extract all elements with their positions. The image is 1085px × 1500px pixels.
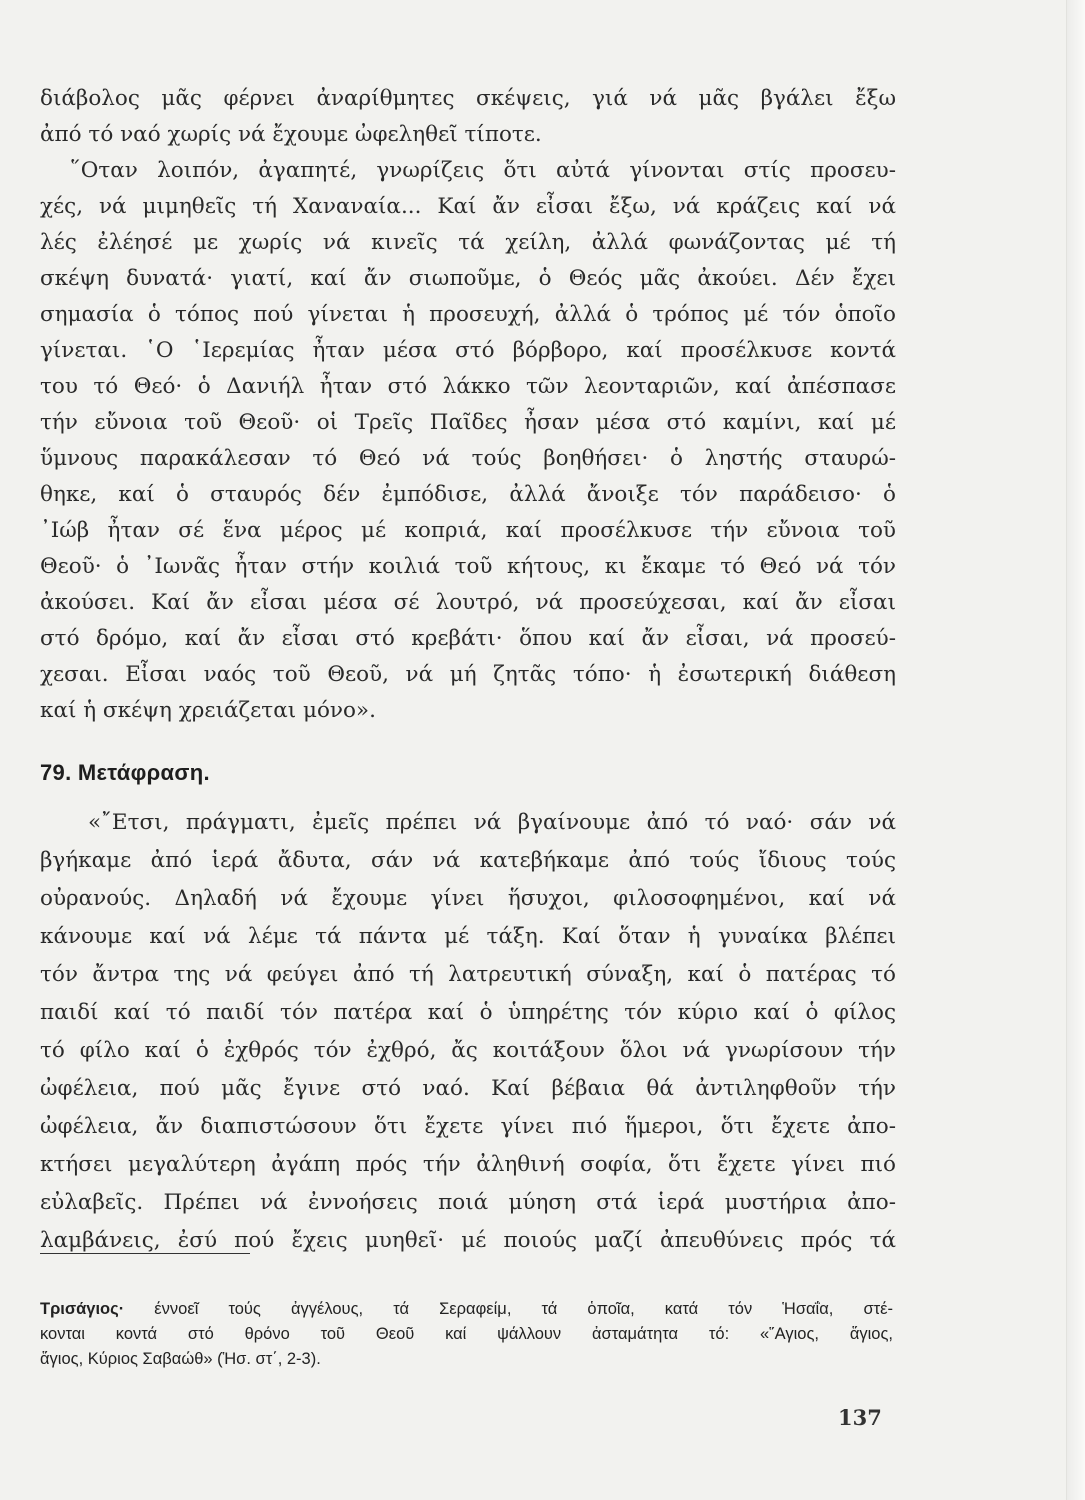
text-line: κτήσει μεγαλύτερη ἀγάπη πρός τήν ἀληθινή σοφία, ὅτι ἔχετε γίνει πιό <box>40 1152 896 1177</box>
text-line: κάνουμε καί νά λέμε τά πάντα μέ τάξη. Καί ὅταν ἡ γυναίκα βλέπει <box>40 924 896 949</box>
text-line: τήν εὔνοια τοῦ Θεοῦ· οἱ Τρεῖς Παῖδες ἦσαν μέσα στό καμίνι, καί μέ <box>40 410 896 435</box>
page-number: 137 <box>838 1405 882 1430</box>
text-line: ὠφέλεια, πού μᾶς ἔγινε στό ναό. Καί βέβαια θά ἀντιληφθοῦν τήν <box>40 1076 896 1101</box>
footnote-divider <box>40 1253 250 1254</box>
text-line: τόν ἄντρα της νά φεύγει ἀπό τή λατρευτική σύναξη, καί ὁ πατέρας τό <box>40 962 896 987</box>
text-line: ἀπό τό ναό χωρίς νά ἔχουμε ὠφεληθεῖ τίποτε. <box>40 122 542 147</box>
text-line: στό δρόμο, καί ἄν εἶσαι στό κρεβάτι· ὅπου καί ἄν εἶσαι, νά προσεύ- <box>40 626 896 651</box>
text-line: καί ἡ σκέψη χρειάζεται μόνο». <box>40 698 376 723</box>
text-line: «῎Ετσι, πράγματι, ἐμεῖς πρέπει νά βγαίνουμε ἀπό τό ναό· σάν νά <box>88 810 896 835</box>
text-line: Θεοῦ· ὁ ᾿Ιωνᾶς ἦταν στήν κοιλιά τοῦ κήτους, κι ἔκαμε τό Θεό νά τόν <box>40 554 896 579</box>
text-line: λές ἐλέησέ με χωρίς νά κινεῖς τά χείλη, ἀλλά φωνάζοντας μέ τή <box>40 230 896 255</box>
footnote-line: κονται κοντά στό θρόνο τοῦ Θεοῦ καί ψάλλουν ἀσταμάτητα τό: «῞Αγιος, ἅγιος, <box>40 1325 893 1343</box>
text-line: του τό Θεό· ὁ Δανιήλ ἦταν στό λάκκο τῶν λεονταριῶν, καί ἀπέσπασε <box>40 374 896 399</box>
footnote-line <box>40 1298 893 1320</box>
text-line: γίνεται. ῾Ο ῾Ιερεμίας ἦταν μέσα στό βόρβορο, καί προσέλκυσε κοντά <box>40 338 896 363</box>
text-line: σημασία ὁ τόπος πού γίνεται ἡ προσευχή, ἀλλά ὁ τρόπος μέ τόν ὁποῖο <box>40 302 896 327</box>
text-line: ᾿Ιώβ ἦταν σέ ἕνα μέρος μέ κοπριά, καί προσέλκυσε τήν εὔνοια τοῦ <box>40 518 896 543</box>
text-line: ὠφέλεια, ἄν διαπιστώσουν ὅτι ἔχετε γίνει πιό ἥμεροι, ὅτι ἔχετε ἀπο- <box>40 1114 896 1139</box>
text-line: ἀκούσει. Καί ἄν εἶσαι μέσα σέ λουτρό, νά προσεύχεσαι, καί ἄν εἶσαι <box>40 590 896 615</box>
section-heading: 79. Μετάφραση. <box>40 760 210 785</box>
page-edge <box>1066 0 1085 1500</box>
text-line: λαμβάνεις, ἐσύ πού ἔχεις μυηθεῖ· μέ ποιούς μαζί ἀπευθύνεις πρός τά <box>40 1228 896 1253</box>
text-line: εὐλαβεῖς. Πρέπει νά ἐννοήσεις ποιά μύηση στά ἱερά μυστήρια ἀπο- <box>40 1190 896 1215</box>
text-line: θηκε, καί ὁ σταυρός δέν ἐμπόδισε, ἀλλά ἄνοιξε τόν παράδεισο· ὁ <box>40 482 896 507</box>
text-line: οὐρανούς. Δηλαδή νά ἔχουμε γίνει ἥσυχοι, φιλοσοφημένοι, καί νά <box>40 886 896 911</box>
text-line: παιδί καί τό παιδί τόν πατέρα καί ὁ ὑπηρέτης τόν κύριο καί ὁ φίλος <box>40 1000 896 1025</box>
text-line: διάβολος μᾶς φέρνει ἀναρίθμητες σκέψεις, γιά νά μᾶς βγάλει ἔξω <box>40 86 896 111</box>
text-line: χεσαι. Εἶσαι ναός τοῦ Θεοῦ, νά μή ζητᾶς τόπο· ἡ ἐσωτερική διάθεση <box>40 662 896 687</box>
text-line: σκέψη δυνατά· γιατί, καί ἄν σιωποῦμε, ὁ Θεός μᾶς ἀκούει. Δέν ἔχει <box>40 266 896 291</box>
footnote-text: έννοεῖ τούς ἀγγέλους, τά Σεραφείμ, τά ὁποῖα, κατά τόν Ἡσαΐα, στέ- <box>124 1300 893 1318</box>
text-line: ὕμνους παρακάλεσαν τό Θεό νά τούς βοηθήσει· ὁ ληστής σταυρώ- <box>40 446 896 471</box>
text-line: χές, νά μιμηθεῖς τή Χαναναία... Καί ἄν εἶσαι ἔξω, νά κράζεις καί νά <box>40 194 896 219</box>
footnote-term: Τρισάγιος· <box>40 1300 125 1318</box>
text-line: τό φίλο καί ὁ ἐχθρός τόν ἐχθρό, ἄς κοιτάξουν ὅλοι νά γνωρίσουν τήν <box>40 1038 896 1063</box>
text-line: ῞Οταν λοιπόν, ἀγαπητέ, γνωρίζεις ὅτι αὐτά γίνονται στίς προσευ- <box>70 158 896 183</box>
text-line: βγήκαμε ἀπό ἱερά ἄδυτα, σάν νά κατεβήκαμε ἀπό τούς ἴδιους τούς <box>40 848 896 873</box>
footnote-line: ἅγιος, Κύριος Σαβαώθ» (Ἡσ. στ΄, 2-3). <box>40 1350 321 1368</box>
